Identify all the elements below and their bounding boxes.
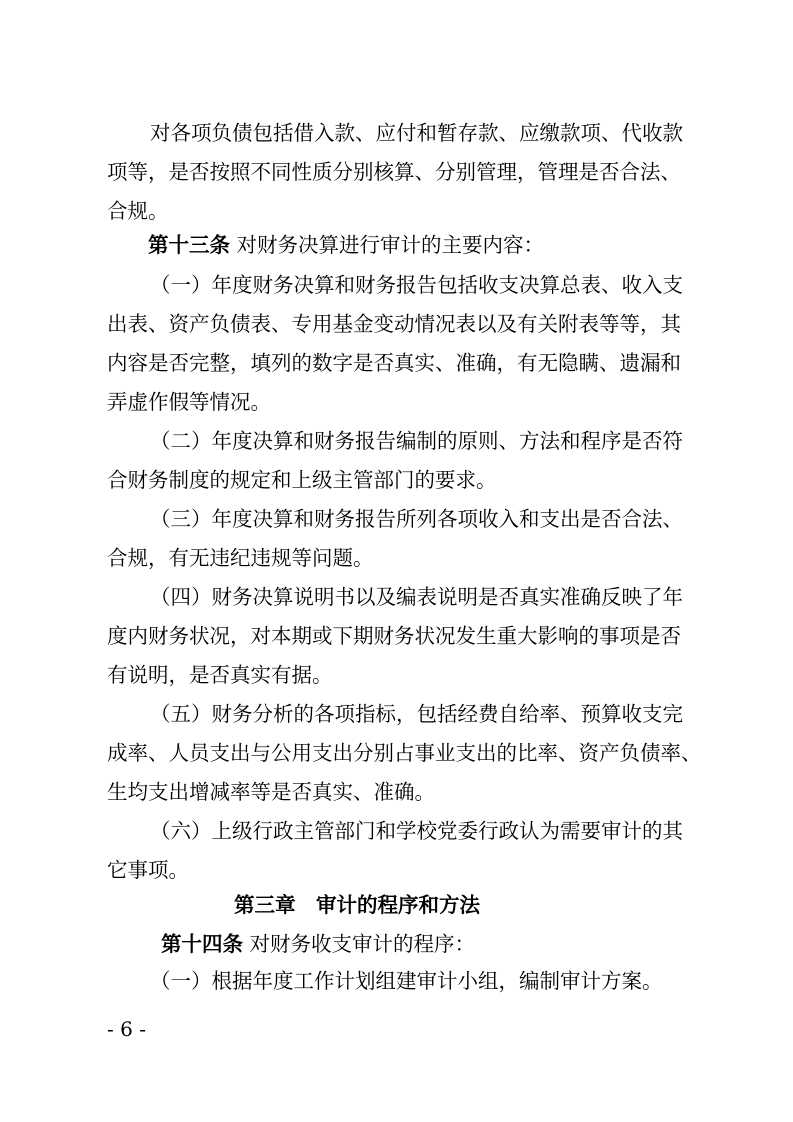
- article-number: 第十三条: [148, 233, 230, 257]
- article-14-heading: [161, 931, 475, 957]
- page-number: - 6 -: [107, 1017, 146, 1041]
- text-line: 合财务制度的规定和上级主管部门的要求。: [107, 468, 497, 492]
- chapter-heading: 第三章 审计的程序和方法: [234, 893, 480, 917]
- text-line: 合规，有无违纪违规等问题。: [107, 546, 374, 570]
- text-line: （六）上级行政主管部门和学校党委行政认为需要审计的其: [150, 819, 683, 843]
- article-13-heading: [148, 232, 544, 258]
- text-line: （一）年度财务决算和财务报告包括收支决算总表、收入支: [150, 273, 683, 297]
- text-line: （三）年度决算和财务报告所列各项收入和支出是否合法、: [150, 507, 683, 531]
- text-line: 度内财务状况，对本期或下期财务状况发生重大影响的事项是否: [107, 624, 681, 648]
- text-line: 内容是否完整，填列的数字是否真实、准确，有无隐瞒、遗漏和: [107, 351, 681, 375]
- article-title: 对财务决算进行审计的主要内容：: [230, 233, 545, 257]
- text-line: 出表、资产负债表、专用基金变动情况表以及有关附表等等，其: [107, 312, 681, 336]
- text-line: 合规。: [107, 199, 169, 223]
- text-line: （五）财务分析的各项指标，包括经费自给率、预算收支完: [150, 702, 683, 726]
- text-line: 有说明，是否真实有据。: [107, 663, 333, 687]
- article-number: 第十四条: [161, 932, 243, 956]
- text-line: （一）根据年度工作计划组建审计小组，编制审计方案。: [150, 969, 663, 993]
- text-line: （二）年度决算和财务报告编制的原则、方法和程序是否符: [150, 429, 683, 453]
- text-line: 它事项。: [107, 858, 189, 882]
- text-line: 对各项负债包括借入款、应付和暂存款、应缴款项、代收款: [150, 121, 683, 145]
- article-title: 对财务收支审计的程序：: [243, 932, 476, 956]
- text-line: （四）财务决算说明书以及编表说明是否真实准确反映了年: [150, 585, 683, 609]
- text-line: 弄虚作假等情况。: [107, 390, 271, 414]
- text-line: 生均支出增减率等是否真实、准确。: [107, 780, 435, 804]
- text-line: 成率、人员支出与公用支出分别占事业支出的比率、资产负债率、: [107, 741, 702, 765]
- text-line: 项等，是否按照不同性质分别核算、分别管理，管理是否合法、: [107, 160, 681, 184]
